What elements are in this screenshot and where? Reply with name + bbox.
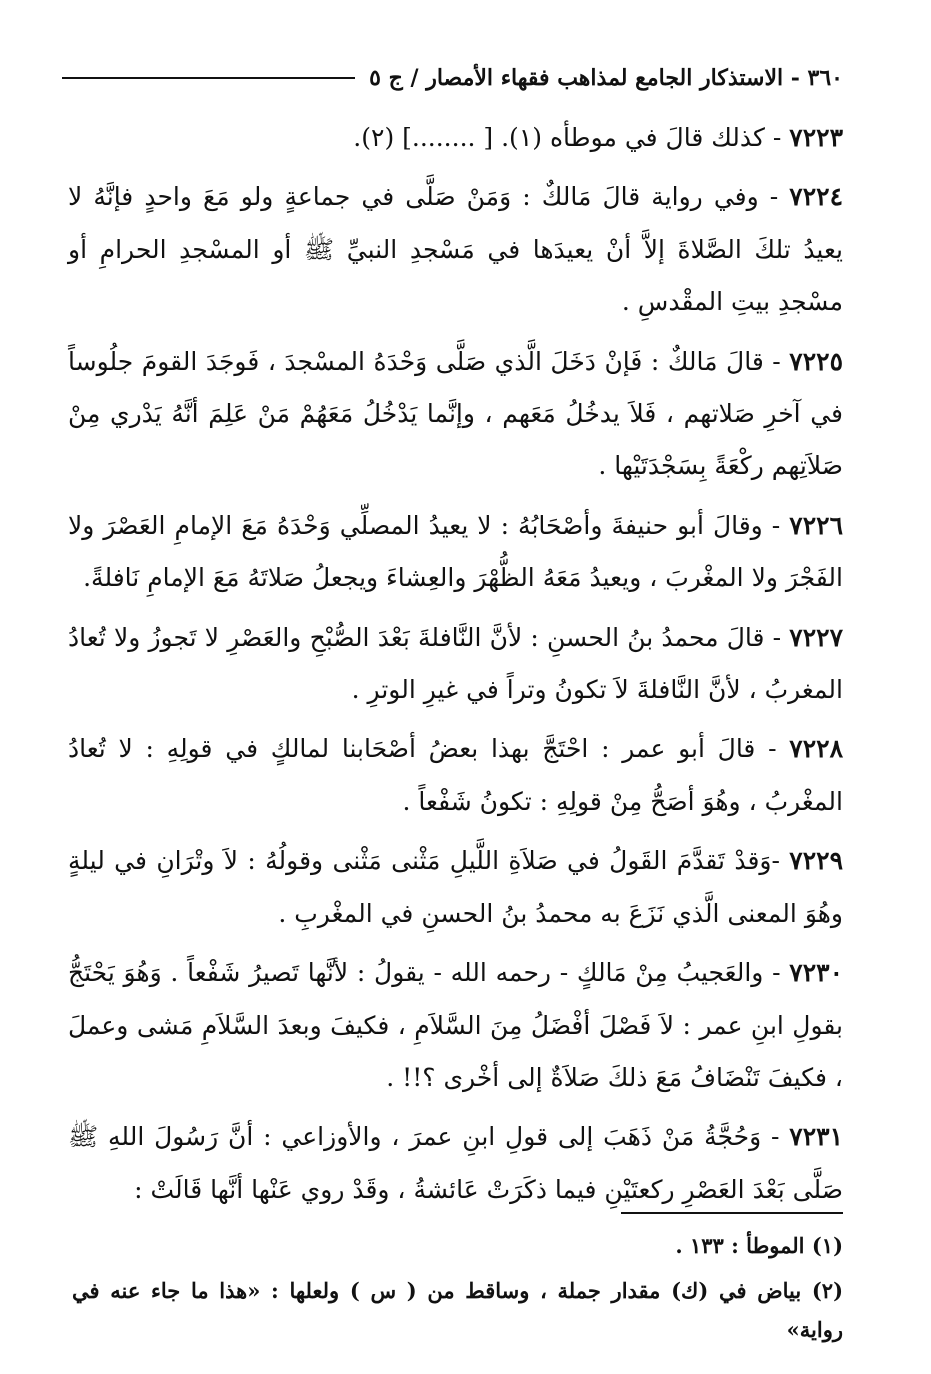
paragraph-number: ٧٢٣١ bbox=[789, 1122, 843, 1152]
paragraph bbox=[68, 947, 843, 1104]
paragraph-text: - كذلك قالَ في موطأه (١). [ ........] (٢). bbox=[353, 123, 790, 152]
paragraph-text: - وفي رواية قالَ مَالكٌ : وَمَنْ صَلَّى في جماعةٍ ولو مَعَ واحدٍ فإنَّهُ لا يعيدُ تلكَ الصَّلاةَ إلاَّ أنْ يعيدَها في مَسْجدِ النبيِّ ﷺ أو المسْجدِ الحرامِ أو مسْجدِ بيتِ المقْدسِ . bbox=[68, 182, 843, 317]
header-rule bbox=[62, 77, 355, 79]
paragraph-text: - قالَ مَالكٌ : فَإنْ دَخَلَ الَّذي صَلَّى وَحْدَهُ المسْجدَ ، فَوجَدَ القومَ جلُوساً في آخرِ صَلاتهم ، فَلاَ يدخُلُ مَعَهم ، وإنَّما يَدْخُلُ مَعَهُمْ مَنْ عَلِمَ أنَّهُ يَدْري مِنْ صَلاَتِهم ركْعَةً بِسَجْدَتَيْها . bbox=[68, 346, 843, 481]
paragraph-number: ٧٢٢٧ bbox=[789, 622, 844, 652]
paragraph-text: -وَقدْ تَقدَّمَ القَولُ في صَلاَةِ اللَّيلِ مَثْنى مَثْنى وقولُهُ : لاَ وتْرَانِ في ليلةٍ وهُوَ المعنى الَّذي نَزَعَ به محمدُ بنُ الحسنِ في المغْربِ . bbox=[68, 846, 843, 928]
paragraph-text: - قالَ محمدُ بنُ الحسنِ : لأنَّ النَّافلةَ بَعْدَ الصُّبْحِ والعَصْرِ لا تَجوزُ ولا تُعادُ المغربُ ، لأنَّ النَّافلةَ لاَ تكونُ وتراً في غيرِ الوترِ . bbox=[68, 622, 843, 705]
running-title: ٣٦٠ - الاستذكار الجامع لمذاهب فقهاء الأمصار / ج ٥ bbox=[369, 65, 843, 91]
paragraph bbox=[68, 1111, 843, 1216]
paragraph bbox=[68, 835, 843, 940]
paragraph-number: ٧٢٣٠ bbox=[789, 958, 843, 988]
paragraph-text: - والعَجيبُ مِنْ مَالكٍ - رحمه الله - يقولُ : لأنَّها تَصيرُ شَفْعاً . وَهُوَ يَحْتَجُّ بقولِ ابنِ عمر : لاَ فَصْلَ أفْضَلُ مِنَ السَّلاَمِ ، فكيفَ وبعدَ السَّلاَمِ مَشى وعملَ ، فكيفَ تَنْضَافُ مَعَ ذلكَ صَلاَةٌ إلى أخْرى ؟!! . bbox=[68, 958, 843, 1092]
paragraph-text: - قالَ أبو عمر : احْتَجَّ بهذا بعضُ أصْحَابنا لمالكٍ في قولِهِ : لا تُعادُ المغْربُ ، وهُوَ أصَحُّ مِنْ قولِهِ : تكونُ شَفْعاً . bbox=[68, 734, 843, 816]
paragraph-number: ٧٢٢٣ bbox=[789, 123, 843, 152]
paragraph-number: ٧٢٢٤ bbox=[789, 182, 843, 212]
paragraph bbox=[68, 500, 843, 605]
footnote: (١) الموطأ : ١٣٣ . bbox=[675, 1233, 843, 1258]
paragraph bbox=[68, 723, 843, 828]
footnotes bbox=[72, 1226, 843, 1355]
paragraph bbox=[68, 171, 843, 328]
paragraph-number: ٧٢٢٦ bbox=[789, 510, 843, 540]
paragraph-text: - وقالَ أبو حنيفةَ وأصْحَابُهُ : لا يعيدُ المصلِّي وَحْدَهُ مَعَ الإمامِ العَصْرَ ولا الفَجْرَ ولا المغْربَ ، ويعيدُ مَعَهُ الظُّهْرَ والعِشاءَ ويجعلُ صَلاتَهُ مَعَ الإمامِ نَافلةً. bbox=[68, 510, 843, 593]
paragraph-number: ٧٢٢٥ bbox=[789, 346, 843, 376]
footnote-divider bbox=[621, 1212, 843, 1214]
paragraph-text: - وَحُجَّةُ مَنْ ذَهَبَ إلى قولِ ابنِ عمرَ ، والأوزاعي : أنَّ رَسُولَ اللهِ ﷺ صَلَّى بَعْدَ العَصْرِ ركعتَيْنِ فيما ذكَرَتْ عَائشةُ ، وقَدْ روي عَنْها أنَّها قَالَتْ : bbox=[68, 1122, 843, 1204]
main-text bbox=[68, 112, 843, 1223]
paragraph bbox=[68, 112, 843, 164]
paragraph bbox=[68, 336, 843, 493]
paragraph-number: ٧٢٢٩ bbox=[789, 846, 843, 876]
footnote: (٢) بياض في (ك) مقدار جملة ، وساقط من ( س ) ولعلها : «هذا ما جاء عنه في رواية» bbox=[72, 1278, 843, 1342]
paragraph-number: ٧٢٢٨ bbox=[789, 734, 844, 764]
paragraph bbox=[68, 612, 843, 717]
page-header bbox=[62, 58, 843, 98]
